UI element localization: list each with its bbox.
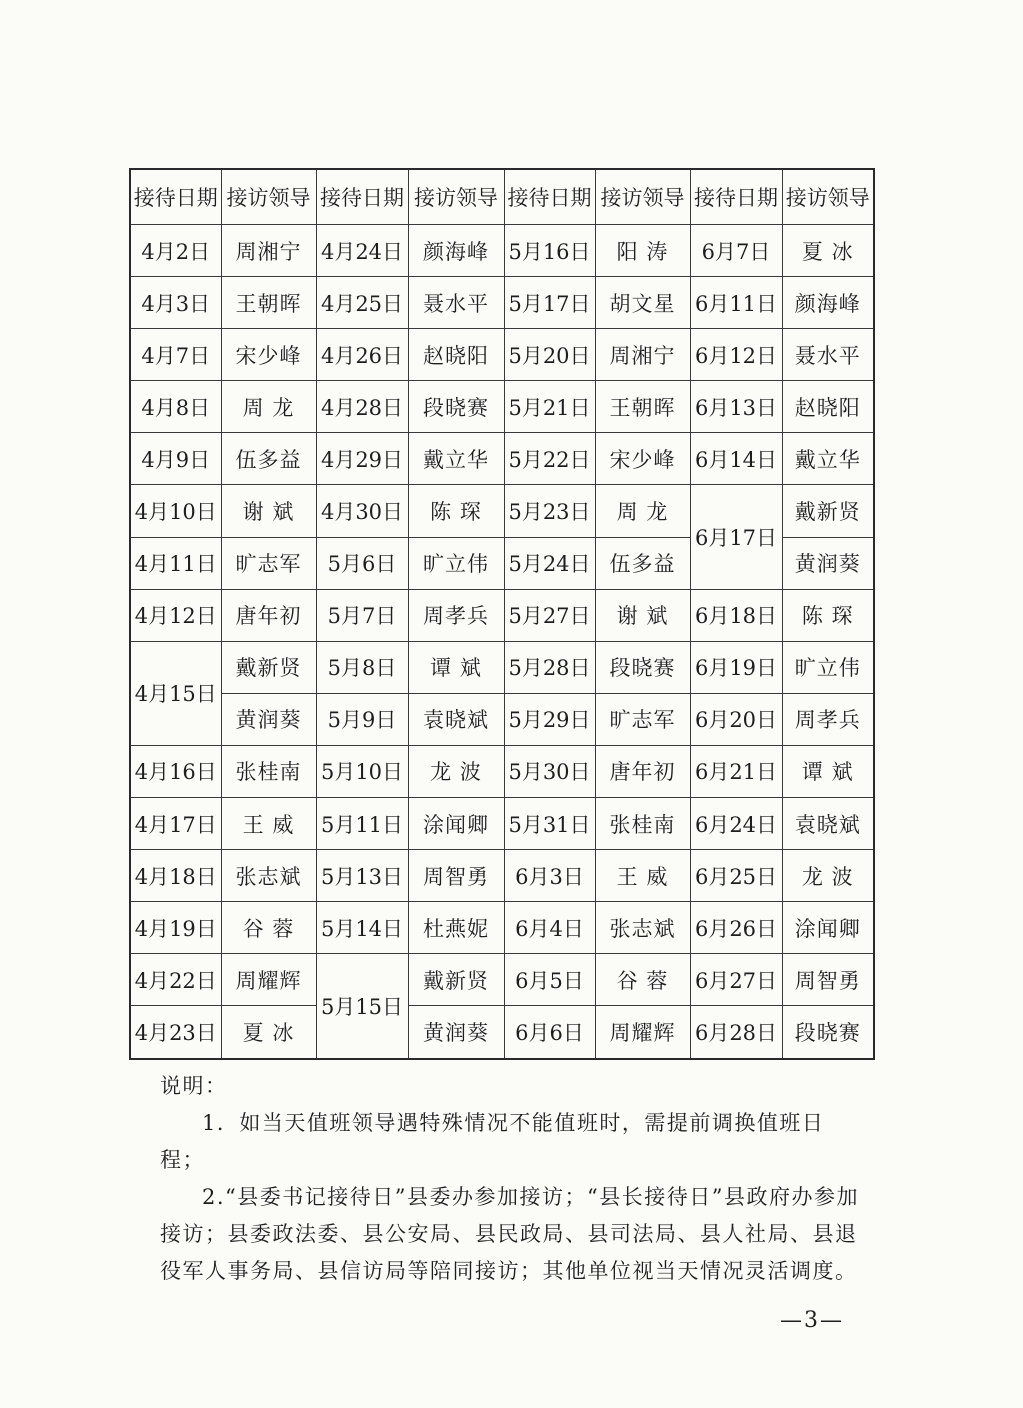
- leader-cell: 龙 波: [782, 850, 874, 902]
- leader-cell: 袁晓斌: [408, 693, 504, 745]
- header-leader-2: 接访领导: [408, 169, 504, 225]
- leader-cell: 夏 冰: [221, 1006, 316, 1059]
- table-row: [130, 641, 874, 693]
- leader-cell: 周孝兵: [408, 589, 504, 641]
- date-cell: 5月30日: [504, 745, 595, 797]
- header-leader-1: 接访领导: [221, 169, 316, 225]
- header-leader-4: 接访领导: [782, 169, 874, 225]
- leader-cell: 聂水平: [408, 277, 504, 329]
- leader-cell: 周湘宁: [221, 225, 316, 277]
- leader-cell: 宋少峰: [595, 433, 690, 485]
- date-cell: 4月30日: [316, 485, 408, 537]
- leader-cell: 周耀辉: [221, 954, 316, 1006]
- table-row: [130, 798, 874, 850]
- date-cell: 5月17日: [504, 277, 595, 329]
- table-row: [130, 433, 874, 485]
- date-cell: 5月14日: [316, 902, 408, 954]
- table-row: [130, 745, 874, 797]
- date-cell: 6月4日: [504, 902, 595, 954]
- table-row: [130, 902, 874, 954]
- date-cell: 5月7日: [316, 589, 408, 641]
- leader-cell: 谭 斌: [408, 641, 504, 693]
- table-row: [130, 381, 874, 433]
- leader-cell: 周 龙: [595, 485, 690, 537]
- date-cell: 5月28日: [504, 641, 595, 693]
- date-cell: 4月19日: [130, 902, 221, 954]
- date-cell: 5月20日: [504, 329, 595, 381]
- date-cell: 5月23日: [504, 485, 595, 537]
- date-cell: 4月12日: [130, 589, 221, 641]
- leader-cell: 张桂南: [221, 745, 316, 797]
- leader-cell: 颜海峰: [782, 277, 874, 329]
- note-item-2: 2.“县委书记接待日”县委办参加接访；“县长接待日”县政府办参加接访；县委政法委、县公安局、县民政局、县司法局、县人社局、县退役军人事务局、县信访局等陪同接访；其他单位视当天情况灵活调度。: [160, 1185, 859, 1283]
- leader-cell: 谷 蓉: [595, 954, 690, 1006]
- leader-cell: 黄润葵: [782, 537, 874, 589]
- leader-cell: 陈 琛: [782, 589, 874, 641]
- leader-cell: 龙 波: [408, 745, 504, 797]
- date-cell: 4月18日: [130, 850, 221, 902]
- leader-cell: 谢 斌: [595, 589, 690, 641]
- leader-cell: 戴立华: [782, 433, 874, 485]
- date-cell: 4月11日: [130, 537, 221, 589]
- leader-cell: 王朝晖: [221, 277, 316, 329]
- date-cell: 5月31日: [504, 798, 595, 850]
- leader-cell: 唐年初: [221, 589, 316, 641]
- merged-date-cell: 5月15日: [316, 954, 408, 1059]
- leader-cell: 胡文星: [595, 277, 690, 329]
- date-cell: 5月16日: [504, 225, 595, 277]
- reception-schedule-table: [129, 168, 875, 1060]
- leader-cell: 赵晓阳: [408, 329, 504, 381]
- table-row: [130, 277, 874, 329]
- leader-cell: 张桂南: [595, 798, 690, 850]
- table-row: [130, 225, 874, 277]
- date-cell: 4月8日: [130, 381, 221, 433]
- leader-cell: 王 威: [221, 798, 316, 850]
- leader-cell: 段晓赛: [408, 381, 504, 433]
- date-cell: 6月14日: [690, 433, 782, 485]
- notes-heading: 说明：: [160, 1074, 228, 1098]
- leader-cell: 王朝晖: [595, 381, 690, 433]
- date-cell: 5月10日: [316, 745, 408, 797]
- date-cell: 6月24日: [690, 798, 782, 850]
- header-date-4: 接待日期: [690, 169, 782, 225]
- table-row: [130, 954, 874, 1006]
- leader-cell: 戴新贤: [782, 485, 874, 537]
- leader-cell: 段晓赛: [595, 641, 690, 693]
- merged-date-cell: 6月17日: [690, 485, 782, 589]
- date-cell: 5月11日: [316, 798, 408, 850]
- leader-cell: 赵晓阳: [782, 381, 874, 433]
- date-cell: 4月26日: [316, 329, 408, 381]
- leader-cell: 周耀辉: [595, 1006, 690, 1059]
- date-cell: 5月22日: [504, 433, 595, 485]
- header-date-1: 接待日期: [130, 169, 221, 225]
- header-leader-3: 接访领导: [595, 169, 690, 225]
- leader-cell: 周 龙: [221, 381, 316, 433]
- note-item-1: 1．如当天值班领导遇特殊情况不能值班时，需提前调换值班日程；: [160, 1111, 825, 1172]
- leader-cell: 旷志军: [595, 693, 690, 745]
- table-row: [130, 485, 874, 537]
- leader-cell: 旷志军: [221, 537, 316, 589]
- leader-cell: 旷立伟: [782, 641, 874, 693]
- date-cell: 6月6日: [504, 1006, 595, 1059]
- page-number: —3—: [780, 1308, 844, 1333]
- notes-section: [160, 1068, 860, 1290]
- date-cell: 6月5日: [504, 954, 595, 1006]
- date-cell: 5月9日: [316, 693, 408, 745]
- leader-cell: 陈 琛: [408, 485, 504, 537]
- leader-cell: 周湘宁: [595, 329, 690, 381]
- date-cell: 6月20日: [690, 693, 782, 745]
- leader-cell: 宋少峰: [221, 329, 316, 381]
- table-row: [130, 693, 874, 745]
- leader-cell: 涂闻卿: [782, 902, 874, 954]
- date-cell: 4月29日: [316, 433, 408, 485]
- date-cell: 4月22日: [130, 954, 221, 1006]
- table-row: [130, 589, 874, 641]
- merged-date-cell: 4月15日: [130, 641, 221, 745]
- leader-cell: 段晓赛: [782, 1006, 874, 1059]
- leader-cell: 张志斌: [221, 850, 316, 902]
- date-cell: 4月16日: [130, 745, 221, 797]
- leader-cell: 戴立华: [408, 433, 504, 485]
- leader-cell: 伍多益: [595, 537, 690, 589]
- date-cell: 4月2日: [130, 225, 221, 277]
- date-cell: 6月18日: [690, 589, 782, 641]
- leader-cell: 周智勇: [782, 954, 874, 1006]
- date-cell: 5月24日: [504, 537, 595, 589]
- date-cell: 5月27日: [504, 589, 595, 641]
- date-cell: 5月8日: [316, 641, 408, 693]
- header-date-2: 接待日期: [316, 169, 408, 225]
- date-cell: 4月28日: [316, 381, 408, 433]
- leader-cell: 袁晓斌: [782, 798, 874, 850]
- date-cell: 4月17日: [130, 798, 221, 850]
- leader-cell: 唐年初: [595, 745, 690, 797]
- date-cell: 4月3日: [130, 277, 221, 329]
- date-cell: 6月27日: [690, 954, 782, 1006]
- leader-cell: 周智勇: [408, 850, 504, 902]
- leader-cell: 戴新贤: [221, 641, 316, 693]
- leader-cell: 王 威: [595, 850, 690, 902]
- leader-cell: 周孝兵: [782, 693, 874, 745]
- date-cell: 6月13日: [690, 381, 782, 433]
- date-cell: 6月28日: [690, 1006, 782, 1059]
- leader-cell: 伍多益: [221, 433, 316, 485]
- leader-cell: 涂闻卿: [408, 798, 504, 850]
- date-cell: 5月13日: [316, 850, 408, 902]
- date-cell: 6月26日: [690, 902, 782, 954]
- leader-cell: 张志斌: [595, 902, 690, 954]
- date-cell: 5月6日: [316, 537, 408, 589]
- leader-cell: 谷 蓉: [221, 902, 316, 954]
- table-row: [130, 1006, 874, 1059]
- leader-cell: 颜海峰: [408, 225, 504, 277]
- date-cell: 5月21日: [504, 381, 595, 433]
- leader-cell: 戴新贤: [408, 954, 504, 1006]
- date-cell: 6月25日: [690, 850, 782, 902]
- date-cell: 6月19日: [690, 641, 782, 693]
- leader-cell: 阳 涛: [595, 225, 690, 277]
- date-cell: 4月7日: [130, 329, 221, 381]
- date-cell: 6月11日: [690, 277, 782, 329]
- table-row: [130, 850, 874, 902]
- date-cell: 5月29日: [504, 693, 595, 745]
- leader-cell: 聂水平: [782, 329, 874, 381]
- leader-cell: 旷立伟: [408, 537, 504, 589]
- leader-cell: 谭 斌: [782, 745, 874, 797]
- date-cell: 6月3日: [504, 850, 595, 902]
- date-cell: 4月9日: [130, 433, 221, 485]
- leader-cell: 夏 冰: [782, 225, 874, 277]
- date-cell: 4月23日: [130, 1006, 221, 1059]
- date-cell: 6月7日: [690, 225, 782, 277]
- date-cell: 4月10日: [130, 485, 221, 537]
- date-cell: 4月24日: [316, 225, 408, 277]
- leader-cell: 黄润葵: [221, 693, 316, 745]
- leader-cell: 谢 斌: [221, 485, 316, 537]
- leader-cell: 黄润葵: [408, 1006, 504, 1059]
- table-header-row: [130, 169, 874, 225]
- date-cell: 6月12日: [690, 329, 782, 381]
- table-row: [130, 329, 874, 381]
- date-cell: 4月25日: [316, 277, 408, 329]
- leader-cell: 杜燕妮: [408, 902, 504, 954]
- header-date-3: 接待日期: [504, 169, 595, 225]
- date-cell: 6月21日: [690, 745, 782, 797]
